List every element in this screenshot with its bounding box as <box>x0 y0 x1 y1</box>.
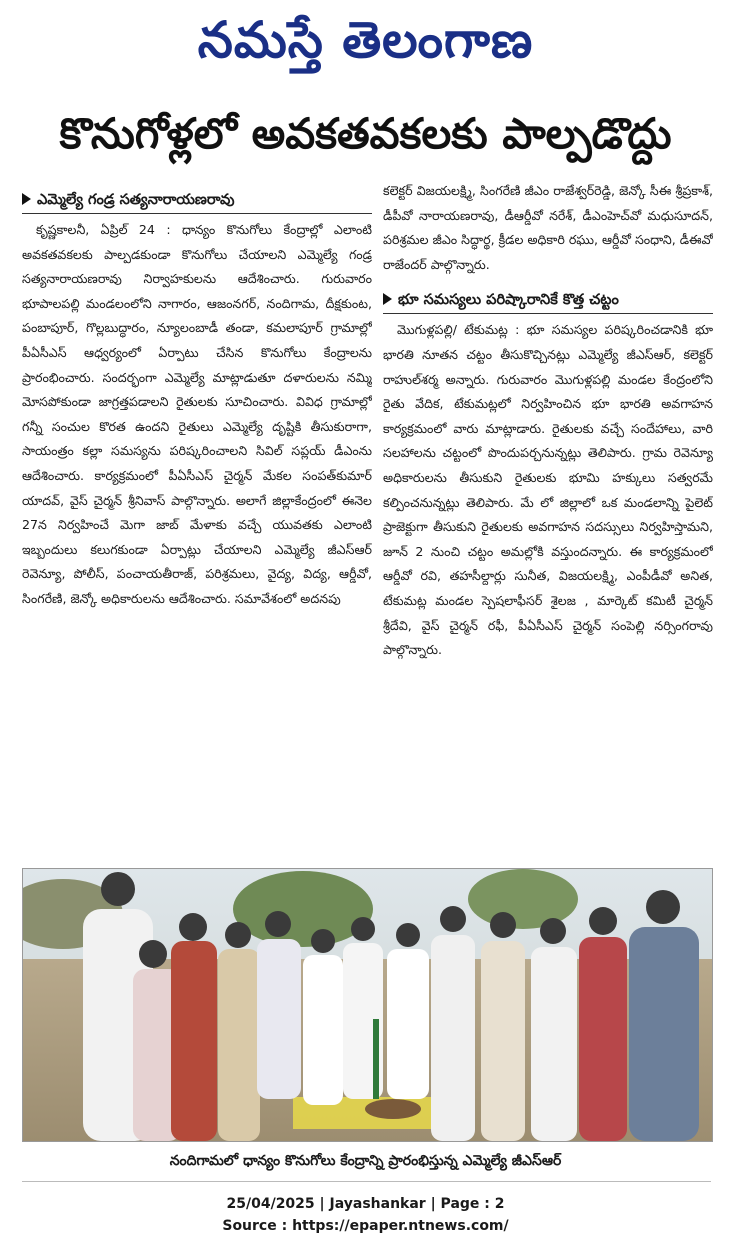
article-byline: ఎమ్మెల్యే గండ్ర సత్యనారాయణరావు <box>22 187 372 214</box>
masthead-title: నమస్తే తెలంగాణ <box>197 11 534 69</box>
article-body: కృష్ణకాలనీ, ఏప్రిల్ 24 : ధాన్యం కొనుగోలు కేంద్రాల్లో ఎలాంటి అవకతవకలకు పాల్పడకుండా కొనుగోలు చేయాలని ఎమ్మెల్యే గండ్ర సత్యనారాయణరావు నిర్వాహకులను ఆదేశించారు. గురువారం భూపాలపల్లి మండలంలోని నాగారం, ఆజంనగర్, నందిగామ, దీక్షకుంట, పంబాపూర్, గొల్లబుద్ధారం, న్యూలంబాడీ తండా, కమలాపూర్ గ్రామాల్లో పీఏసీఎస్ ఆధ్వర్యంలో ఏర్పాటు చేసిన కొనుగోలు కేంద్రాలను ప్రారంభించారు. సందర్భంగా ఎమ్మెల్యే మాట్లాడుతూ దళారులను నమ్మి మోసపోకుండా జాగ్రత్తపడాలని రైతులకు సూచించారు. వివిధ గ్రామాల్లో గన్నీ సంచుల కొరత ఉందని రైతులు ఎమ్మెల్యే దృష్టికి తీసుకురాగా, సాయంత్రం కల్లా సమస్యను పరిష్కరించాలని సివిల్ సప్లయ్ డీఎంను ఆదేశించారు. కార్యక్రమంలో పీఏసీఎస్ చైర్మన్ మేకల సంపత్‌కుమార్ యాదవ్, వైస్ చైర్మన్ శ్రీనివాస్ పాల్గొన్నారు. అలాగే జిల్లాకేంద్రంలో ఈనెల 27న నిర్వహించే మెగా జాబ్ మేళాకు వచ్చే యువతకు ఎలాంటి ఇబ్బందులు కలుగకుండా ఏర్పాట్లు చేయాలని ఎమ్మెల్యే జీఎస్ఆర్ రెవెన్యూ, పోలీస్, పంచాయతీరాజ్, పరిశ్రమలు, వైద్య, విద్య, ఆర్డీవో, సింగరేణి, జెన్కో అధికారులను ఆదేశించారు. సమావేశంలో అదనపు <box>22 222 372 606</box>
photo-caption: నందిగామలో ధాన్యం కొనుగోలు కేంద్రాన్ని ప్రారంభిస్తున్న ఎమ్మెల్యే జీఎస్ఆర్ <box>169 1153 562 1169</box>
second-article-heading: భూ సమస్యలు పరిష్కారానికే కొత్త చట్టం <box>383 287 713 314</box>
article-continuation: కలెక్టర్ విజయలక్ష్మి, సింగరేణి జీఎం రాజేశ్వర్‌రెడ్డి, జెన్కో సీఈ శ్రీప్రకాశ్, డీపీవో నారాయణరావు, డీఆర్డీవో నరేశ్, డీఎంహెచ్‌వో మధుసూదన్, పరిశ్రమల జీఎం సిద్ధార్థ, క్రీడల అధికారి రఘు, ఆర్డీవో సంధాని, డీఈవో రాజేందర్ పాల్గొన్నారు. <box>383 183 713 272</box>
article-headline: కొనుగోళ్లలో అవకతవకలకు పాల్పడొద్దు <box>59 109 672 158</box>
footer-date-edition: 25/04/2025 | Jayashankar | Page : 2 <box>226 1196 505 1212</box>
footer-source-link[interactable]: Source : https://epaper.ntnews.com/ <box>222 1218 509 1234</box>
news-photo <box>22 868 713 1142</box>
footer-divider <box>22 1181 711 1182</box>
article-column-right <box>383 179 713 853</box>
article-column-left <box>22 187 372 853</box>
news-photo-image <box>23 869 712 1141</box>
second-article-body: మొగుళ్లపల్లి/ టేకుమట్ల : భూ సమస్యల పరిష్కరించడానికి భూ భారతి నూతన చట్టం తీసుకొచ్చినట్లు ఎమ్మెల్యే జీఎస్ఆర్, కలెక్టర్ రాహుల్‌శర్మ అన్నారు. గురువారం మొగుళ్లపల్లి మండల కేంద్రంలోని రైతు వేదిక, టేకుమట్లలో నిర్వహించిన భూ భారతి అవగాహన కార్యక్రమంలో వారు మాట్లాడారు. రైతులకు వచ్చే సందేహాలు, వారి సలహాలను చట్టంలో పొందుపర్చనున్నట్లు తెలిపారు. గ్రామ రెవెన్యూ అధికారులను తీసుకుని రైతులకు భూమి హక్కులు సత్వరమే కల్పించనున్నట్లు తెలిపారు. మే లో జిల్లాలో ఒక మండలాన్ని పైలెట్ ప్రాజెక్టుగా తీసుకుని రైతులకు అవగాహన సదస్సులు నిర్వహిస్తామని, జూన్ 2 నుంచి చట్టం అమల్లోకి వస్తుందన్నారు. ఈ కార్యక్రమంలో ఆర్డీవో రవి, తహసీల్దార్లు సునీత, విజయలక్ష్మి, ఎంపీడీవో అనిత, టేకుమట్ల మండల స్పెషలాఫీసర్ శైలజ , మార్కెట్ కమిటీ చైర్మన్ శ్రీదేవి, వైస్ చైర్మన్ రఫీ, పీఏసీఎస్ చైర్మన్ సంపెల్లి నర్సింగరావు పాల్గొన్నారు. <box>383 322 713 658</box>
